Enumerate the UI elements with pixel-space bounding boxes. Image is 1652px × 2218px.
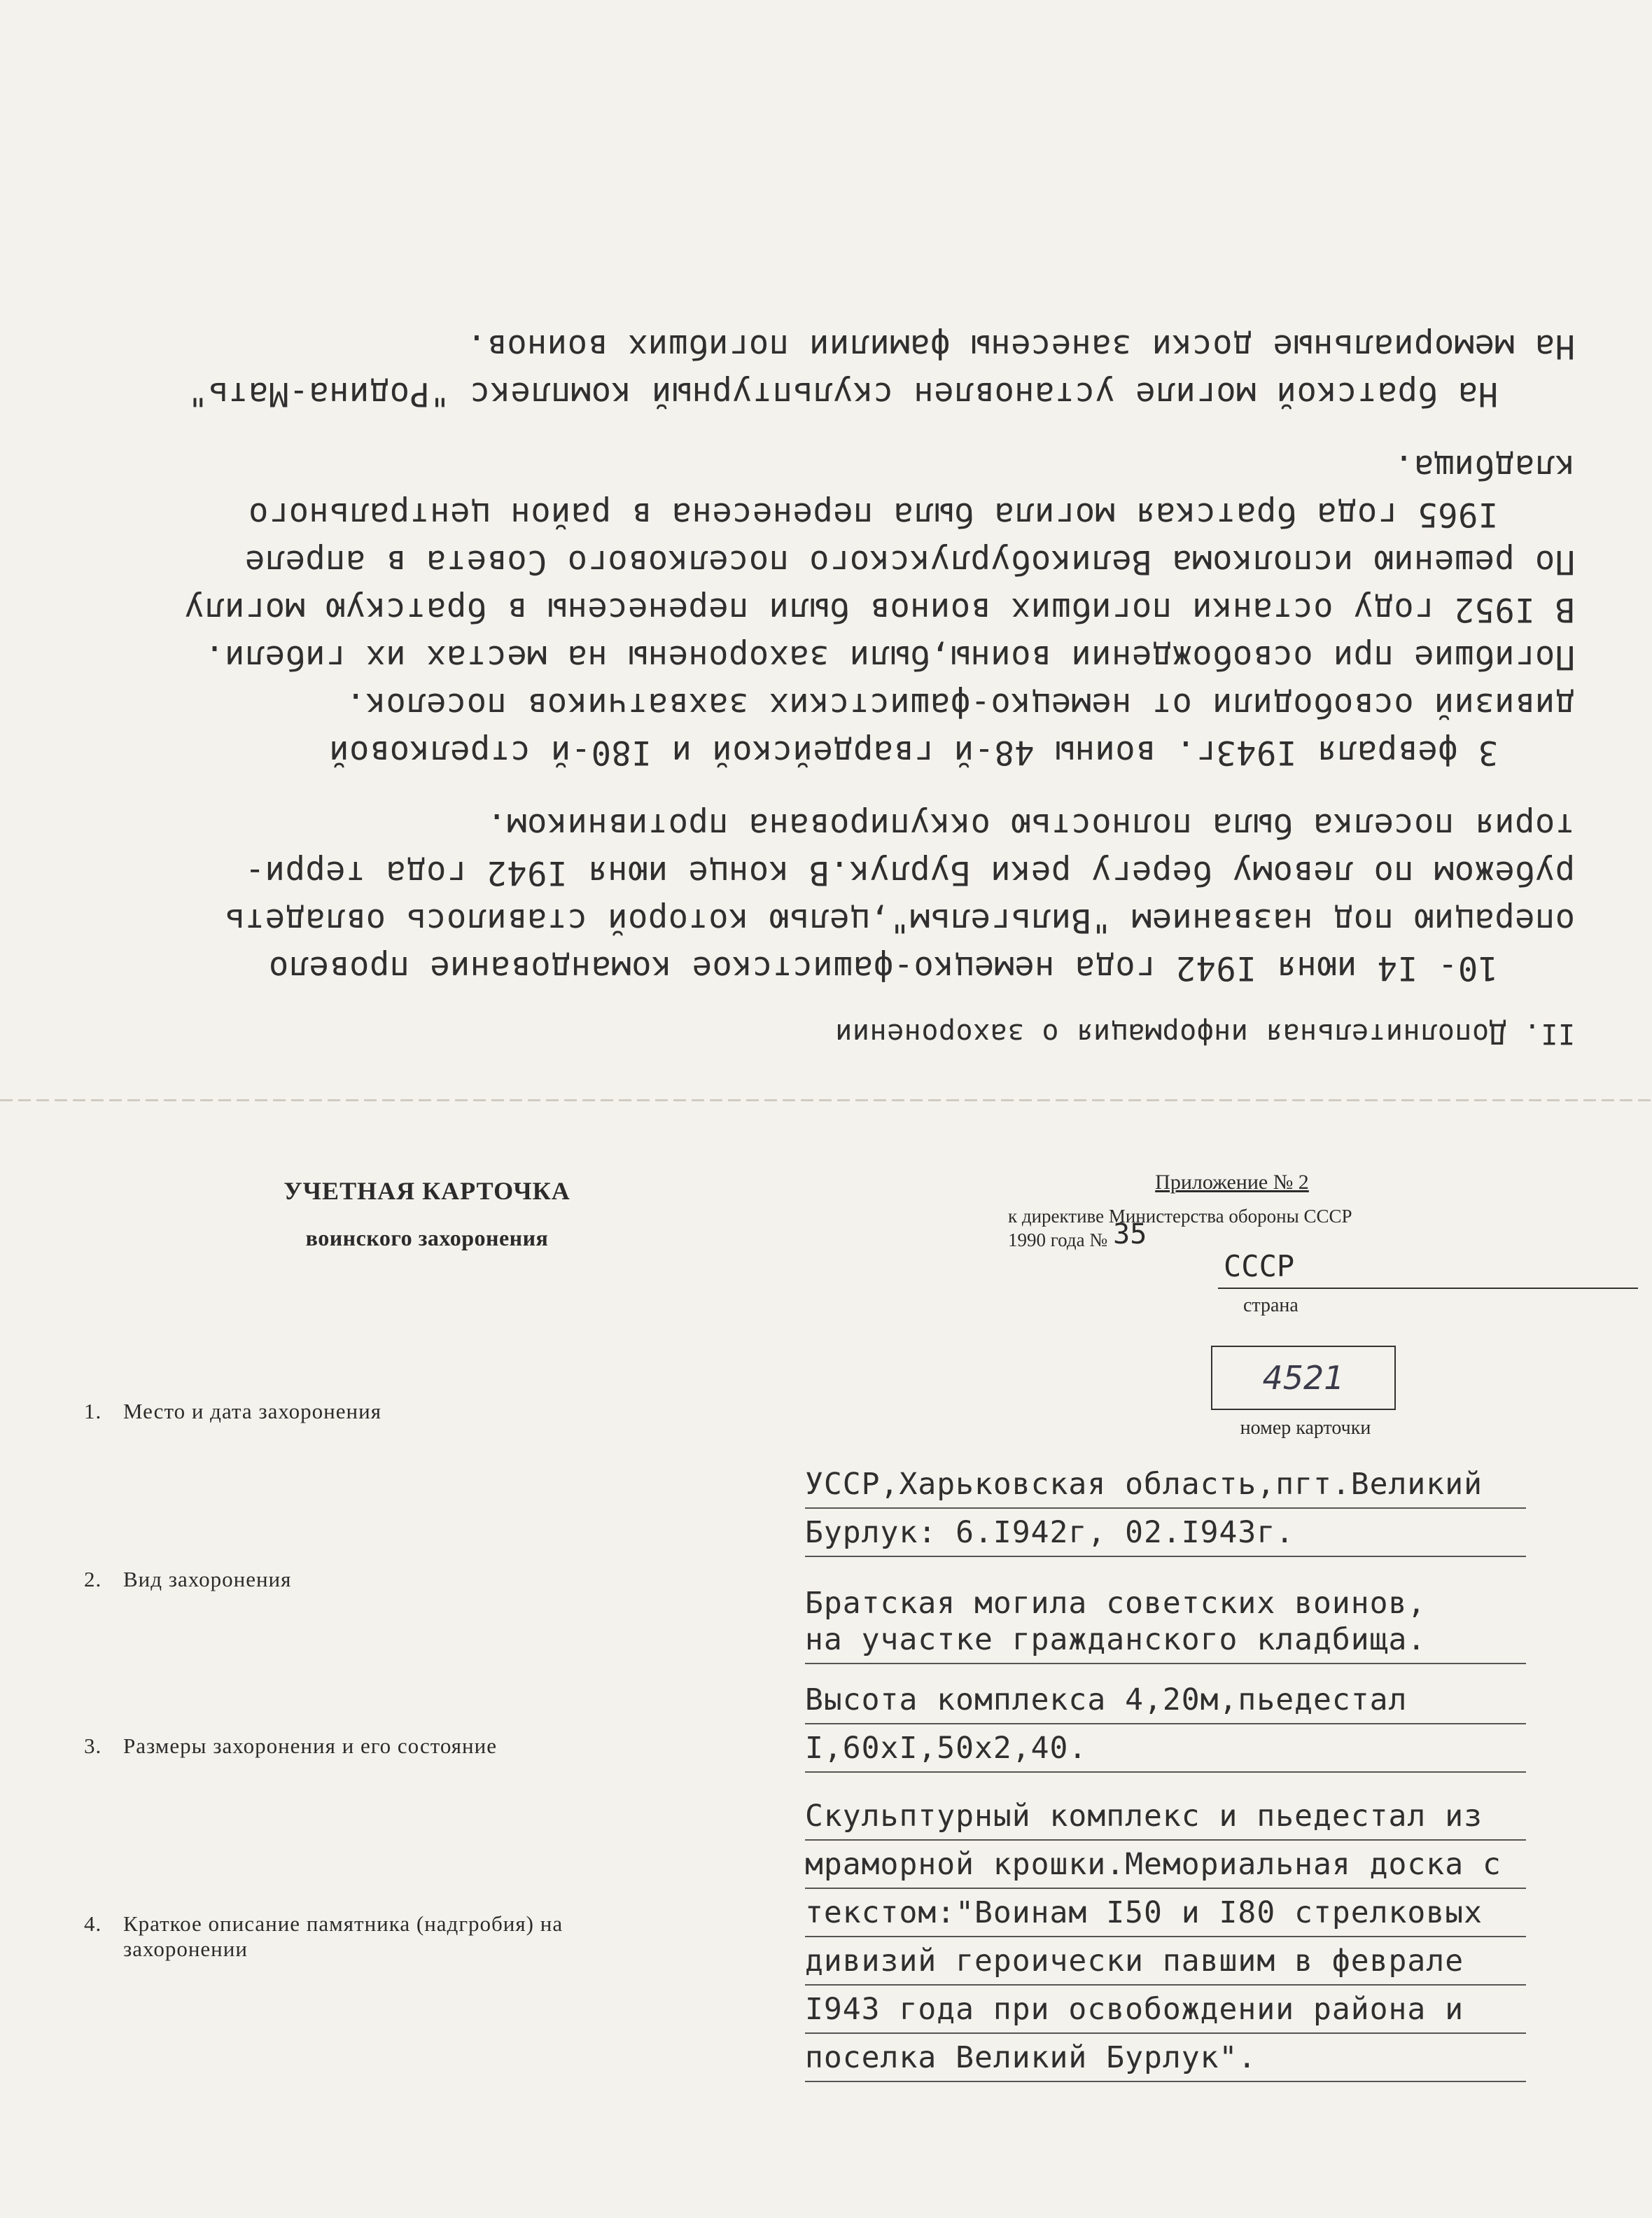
field-value-type bbox=[805, 1584, 1624, 1667]
text-line: 3 февраля I943г. воины 48-й гвардейской и I80-й стрелковой bbox=[328, 733, 1498, 772]
text-line: В I952 году останки погибших воинов были перенесены в братскую могилу bbox=[184, 590, 1575, 629]
card-title: УЧЕТНАЯ КАРТОЧКА bbox=[284, 1177, 570, 1205]
text-line: рубежом по левому берегу реки Бурлук.В конце июня I942 года терри- bbox=[244, 853, 1575, 892]
value-line: Братская могила советских воинов, bbox=[805, 1586, 1427, 1621]
field-value-size bbox=[805, 1679, 1624, 1776]
field-label-text: Место и дата захоронения bbox=[123, 1399, 382, 1423]
paragraph-liberation bbox=[63, 442, 1575, 776]
field-label-text: Краткое описание памятника (надгробия) на bbox=[123, 1911, 564, 1936]
field-number: 3. bbox=[84, 1734, 102, 1758]
fold-line bbox=[0, 1099, 1652, 1101]
text-line: I965 года братская могила была перенесена в район центрального bbox=[248, 495, 1498, 533]
paragraph-operation bbox=[63, 801, 1575, 991]
field-label-description bbox=[84, 1911, 784, 1962]
field-label-type bbox=[84, 1567, 784, 1592]
field-number: 4. bbox=[84, 1911, 102, 1936]
field-label-place-date bbox=[84, 1399, 784, 1424]
value-line: УССР,Харьковская область,пгт.Великий bbox=[805, 1463, 1624, 1512]
card-subtitle: воинского захоронения bbox=[305, 1225, 549, 1250]
value-line: поселка Великий Бурлук". bbox=[805, 2037, 1624, 2085]
paragraph-memorial bbox=[63, 322, 1575, 417]
value-line: мраморной крошки.Мемориальная доска с bbox=[805, 1843, 1624, 1892]
text-line: По решению исполкома Великобурлукского поселкового Совета в апреле bbox=[244, 543, 1575, 581]
text-line: операцию под названием "Вильгельм",целью которой ставилось овладеть bbox=[224, 901, 1575, 940]
appendix-directive-line: к директиве Министерства обороны СССР bbox=[1008, 1206, 1352, 1227]
value-line: I,60xI,50x2,40. bbox=[805, 1727, 1624, 1776]
additional-info-section bbox=[28, 28, 1624, 1057]
field-label-text: Размеры захоронения и его состояние bbox=[123, 1734, 497, 1758]
appendix-heading: Приложение № 2 bbox=[1155, 1171, 1309, 1194]
value-line: текстом:"Воинам I50 и I80 стрелковых bbox=[805, 1892, 1624, 1940]
text-line: кладбища. bbox=[1393, 447, 1575, 486]
card-number-box bbox=[1211, 1346, 1396, 1410]
country-label: страна bbox=[1243, 1295, 1298, 1316]
field-value-description bbox=[805, 1795, 1624, 2085]
value-line: Скульптурный комплекс и пьедестал из bbox=[805, 1795, 1624, 1843]
directive-number: 35 bbox=[1113, 1218, 1147, 1250]
text-line: тория поселка была полностью оккупирована противником. bbox=[486, 806, 1575, 844]
country-value: СССР bbox=[1224, 1249, 1295, 1283]
value-line: дивизий героически павшим в феврале bbox=[805, 1940, 1624, 1988]
value-line: I943 года при освобождении района и bbox=[805, 1988, 1624, 2037]
field-number: 2. bbox=[84, 1567, 102, 1591]
field-label-size bbox=[84, 1734, 784, 1759]
value-line: Бурлук: 6.I942г, 02.I943г. bbox=[805, 1512, 1624, 1560]
card-number: 4521 bbox=[1262, 1359, 1345, 1397]
field-value-place-date bbox=[805, 1463, 1624, 1560]
value-line: на участке гражданского кладбища. bbox=[805, 1619, 1624, 1667]
text-line: На братской могиле установлен скульптурный комплекс "Родина-Мать" bbox=[188, 375, 1498, 413]
country-block bbox=[1218, 1249, 1638, 1317]
appendix-year-line bbox=[1008, 1218, 1512, 1250]
country-underline bbox=[1218, 1288, 1638, 1289]
text-line: дивизий освободили от немецко-фашистских захватчиков поселок. bbox=[345, 685, 1575, 724]
additional-info-heading: II. Дополнительная информация о захоронении bbox=[834, 1017, 1575, 1049]
field-label-continuation: захоронении bbox=[123, 1937, 248, 1961]
card-title-block bbox=[259, 1176, 595, 1251]
text-line: Погибшие при освобождении воины,были захоронены на местах их гибели. bbox=[204, 638, 1575, 676]
field-label-text: Вид захоронения bbox=[123, 1567, 292, 1591]
field-number: 1. bbox=[84, 1399, 102, 1423]
card-number-label: номер карточки bbox=[1240, 1417, 1371, 1439]
value-line: Высота комплекса 4,20м,пьедестал bbox=[805, 1679, 1624, 1727]
appendix-block bbox=[1008, 1171, 1512, 1439]
text-line: 10- I4 июня I942 года немецко-фашистское командование провело bbox=[268, 949, 1498, 987]
appendix-year-text: 1990 года № bbox=[1008, 1229, 1108, 1250]
text-line: На мемориальные доски занесены фамилии погибших воинов. bbox=[466, 327, 1575, 365]
